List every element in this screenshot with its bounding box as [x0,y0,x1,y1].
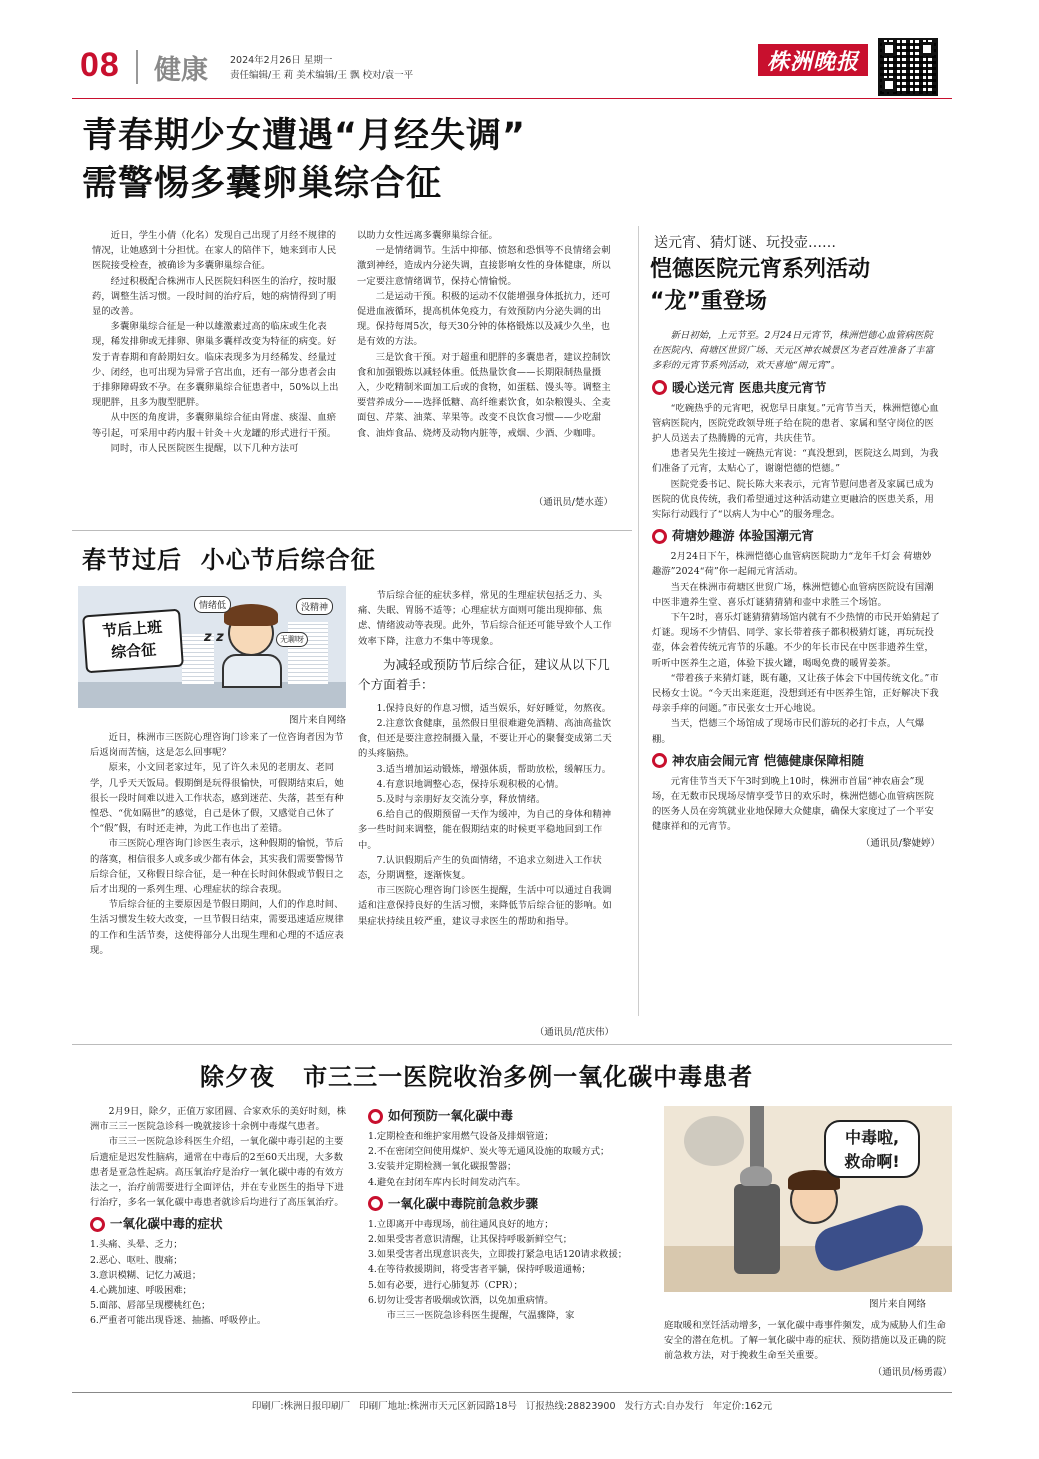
paragraph: 下午2时，喜乐灯谜猜猜猜场馆内就有不少热情的市民开始猜起了灯谜。现场不少情侣、同学、家长带着孩子都积极猜灯谜，再玩玩投壶，体会着传统元宵节的乐趣。不少的年长市民在中医非遗养生堂，听听中医养生之道，体验下拔火罐，喝喝免费的暖胃姜茶。 [652,612,940,669]
qr-finder-tl [882,42,896,56]
date-line: 2024年2月26日 星期一 [230,55,333,66]
article1-title [82,112,642,208]
qr-finder-tr [920,42,934,56]
list-item: 6.严重者可能出现昏迷、抽搐、呼吸停止。 [90,1315,267,1327]
illustration-sign-line1: 节后上班 [101,617,163,641]
paragraph: 元宵佳节当天下午3时到晚上10时，株洲市首届“神农庙会”现场，在无数市民现场尽情享受节日的欢乐时，株洲恺德心血管病医院的医务人员在旁筑就业业地保障大众健康，确保大家度过了一个平安健康祥和的元宵节。 [652,775,934,833]
article4-rule [72,1044,952,1045]
footer-text: 印刷厂:株洲日报印刷厂 印刷厂地址:株洲市天元区新园路18号 订报热线:28823900 发行方式:自办发行 年定价:162元 [251,1401,773,1412]
prevention-heading [368,1106,650,1126]
article1-credit: （通讯员/楚水莲） [533,497,613,508]
article3-title-line1: 恺德医院元宵系列活动 [650,257,871,282]
editors-line: 责任编辑/王 莉 美术编辑/王 飘 校对/袁一平 [230,70,414,81]
paragraph: 三是饮食干预。对于超重和肥胖的多囊患者，建议控制饮食和加强锻炼以减轻体重。低热量饮食——长期限制热量摄入，少吃精制米面加工后或的食物，如蛋糕、馒头等。调整主要营养成分——选择低糖、高纤维素饮食，如杂粮馒头、全麦面包、芹菜、油菜、苹果等。改变不良饮食习惯——少吃甜食、油炸食品、烧烤及动物内脏等，戒烟、少酒、少咖啡。 [357,351,611,439]
article2-credit: （通讯员/范庆伟） [534,1027,614,1038]
header-rule [72,98,952,99]
article4-credit: （通讯员/杨勇霞） [872,1366,952,1378]
illustration-kettle [740,1166,772,1186]
article2-column2 [358,588,614,929]
article3-section3-heading [652,751,940,771]
article2-lead: 为减轻或预防节后综合征，建议从以下几个方面着手： [358,656,610,692]
ring-bullet-icon [368,1196,383,1211]
paragraph: 2月24日下午，株洲恺德心血管病医院助力“龙年千灯会 荷塘妙趣游”2024“荷”你一起闹元宵活动。 [652,551,932,578]
list-item: 1.定期检查和维护家用燃气设备及排烟管道； [368,1131,554,1142]
paragraph: 4.有意识地调整心态，保持乐观积极的心情。 [376,778,565,790]
list-item: 4.避免在封闭车库内长时间发动汽车。 [368,1176,526,1188]
list-item: 1.立即离开中毒现场，前往通风良好的地方； [368,1218,554,1230]
article2-image-caption: 图片来自网络 [288,715,346,726]
article2-illustration [78,586,346,708]
paragraph: 同时，市人民医院医生提醒，以下几种方法可 [110,442,299,454]
speech-bubble [824,1120,920,1178]
paragraph: 2月9日，除夕，正值万家团圆、合家欢乐的美好时刻，株洲市三三一医院急诊科一晚就接诊十余例中毒煤气患者。 [90,1106,347,1133]
paragraph: 2.注意饮食健康，虽然假日里很难避免酒精、高油高盐饮食，但还是要注意控制摄入量，不要让开心的聚餐变成第二天的头疼脑热。 [358,718,612,760]
paragraph: 市三医院心理咨询门诊医生表示，这种假期的愉悦，节后的落寞，相信很多人或多或少都有体会，其实我们需要警惕节后综合征，又称假日综合征，是一种在长时间休假或节假日之后才出现的一系列生理、心理症状的综合表现。 [90,838,344,896]
list-item: 3.安装并定期检测一氧化碳报警器； [368,1161,517,1173]
article3-title-line2: “龙”重登场 [650,289,767,314]
list-item: 4.在等待救援期间，将受害者平躺，保持呼吸道通畅； [368,1264,591,1276]
ring-bullet-icon [652,529,667,544]
paragraph: “带着孩子来猜灯谜，既有趣，又让孩子体会下中国传统文化。”市民杨女士说。“今天出来逛逛，没想到还有中医养生馆，正好解决下我母亲手痒的问题。”市民张女士开心地说。 [652,672,939,715]
sleep-zz: z z [204,630,224,645]
list-item: 3.如果受害者出现意识丧失，立即拨打紧急电话120请求救援； [368,1249,628,1261]
list-item: 1.头痛、头晕、乏力； [90,1239,183,1251]
paragraph: 市三三一医院急诊科医生提醒，气温骤降，家 [386,1310,575,1322]
page-header [72,38,952,94]
paragraph: 一是情绪调节。生活中抑郁、愤怒和恐惧等不良情绪会刺激到神经，造成内分泌失调，直接影响女性的身体健康，所以一定要注意情绪调节，保持心情愉悦。 [357,245,611,287]
symptoms-heading [90,1214,352,1234]
paragraph: 多囊卵巢综合征是一种以雄激素过高的临床或生化表现，稀发排卵或无排卵、卵巢多囊样改变为特征的病变。好发于青春期和育龄期妇女。临床表现多为月经稀发、经量过少、闭经，也可出现为异常子宫出血，还有一部分患者会由于排卵障碍致不孕。在多囊卵巢综合征患者中，50%以上出现肥胖，且多为腹型肥胖。 [92,321,339,409]
illustration-smoke [684,1116,744,1166]
article1-column2 [357,228,613,441]
paragraph: 市三三一医院急诊科医生介绍，一氧化碳中毒引起的主要后遗症是迟发性脑病，通常在中毒后的2至60天出现，大多数患者是亚急性起病。高压氧治疗是治疗一氧化碳中毒的有效方法之一，治疗前需要进行全面评估，并在专业医生的指导下进行治疗，多名一氧化碳中毒患者就诊后均进行了高压氧治疗。 [90,1136,344,1209]
article4-title: 除夕夜 市三三一医院收治多例一氧化碳中毒患者 [200,1063,754,1091]
paragraph: 6.给自己的假期预留一天作为缓冲，为自己的身体和精神多一些时间来调整，能在假期结束的时候更平稳地回到工作中。 [358,809,612,851]
masthead-logo [758,44,868,76]
paragraph: 原来，小文回老家过年，见了许久未见的老朋友、老同学，几乎天天饭局。假期倒是玩得很愉快，可假期结束后，她很长一段时间难以进入工作状态，感到迷茫、失落，甚至有种惶恐、“优如隔世”的感觉，自己是休了假，又感觉自己休了个“假”假，有时还走神，为此工作也出了差错。 [90,762,344,835]
paragraph: 经过积极配合株洲市人民医院妇科医生的治疗，按时服药，调整生活习惯。一段时间的治疗后，她的病情得到了明显的改善。 [92,275,337,318]
article2-title: 春节过后 小心节后综合征 [82,546,376,574]
page-number: 08 [80,46,120,84]
section-heading-text: 一氧化碳中毒的症状 [110,1216,223,1232]
paragraph: 1.保持良好的作息习惯，适当娱乐，好好睡觉，勿熬夜。 [376,702,612,714]
article4-column1 [90,1104,352,1329]
paragraph: 二是运动干预。积极的运动不仅能增强身体抵抗力，还可促进血液循环，提高机体免疫力，有效预防内分泌失调的出现。保持每周5次，每天30分钟的体格锻炼以及减少久坐，也是有效的方法。 [357,290,611,348]
section-heading-text: 神农庙会闹元宵 恺德健康保障相随 [672,752,864,768]
list-item: 3.意识模糊、记忆力减退； [90,1269,202,1281]
ring-bullet-icon [652,380,667,395]
illustration-sign-line2: 综合征 [110,640,157,662]
paragraph: 当天，恺德三个场馆成了现场市民们游玩的必打卡点，人气爆棚。 [652,718,925,745]
illustration-stove [734,1184,780,1274]
paragraph: 庭取暖和烹饪活动增多，一氧化碳中毒事件频发，成为威胁人们生命安全的潜在危机。了解一氧化碳中毒的症状、预防措施以及正确的院前急救方法，对于挽救生命至关重要。 [664,1320,946,1362]
section-heading-text: 荷塘妙趣游 体验国潮元宵 [672,528,814,544]
article4-illustration [664,1106,952,1292]
paragraph: “吃碗热乎的元宵吧，祝您早日康复。”元宵节当天，株洲恺德心血管病医院内，医院党政领导班子给在院的患者、家属和坚守岗位的医护人员送去了热腾腾的元宵，共庆佳节。 [652,402,939,445]
list-item: 6.切勿让受害者吸烟或饮酒，以免加重病情。 [368,1294,554,1306]
speech-bubble-line1: 中毒啦, [844,1128,900,1147]
paragraph: 3.适当增加运动锻炼，增强体质，帮助放松，缓解压力。 [376,763,612,775]
article3-section2-heading [652,526,940,546]
illustration-person-hair [224,604,278,626]
article1-title-line1: 青春期少女遭遇“月经失调” [82,116,527,156]
masthead-text: 株洲晚报 [766,48,859,75]
paragraph: 5.及时与亲朋好友交流分享，释放情绪。 [376,794,546,806]
article2-column1 [90,730,344,958]
section-name: 健康 [154,55,208,86]
paragraph: 近日，株洲市三医院心理咨询门诊来了一位咨询者因为节后返岗而苦恼，这是怎么回事呢？ [90,732,344,759]
paragraph: 从中医的角度讲，多囊卵巢综合征由肾虚、痰湿、血瘀等引起，可采用中药内服＋针灸＋火龙罐的形式进行干预。 [92,412,337,439]
ring-bullet-icon [652,753,667,768]
speech-bubble-line2: 救命啊! [844,1152,900,1171]
paragraph: 患者吴先生接过一碗热元宵说：“真没想到，医院这么周到，为我们准备了元宵，太贴心了，谢谢恺德的恺德。” [652,448,939,475]
article3-body [652,328,940,849]
section-heading-text: 暖心送元宵 医患共度元宵节 [672,379,827,395]
article3-credit: （通讯员/黎婕婷） [860,837,940,849]
illustration-desk [78,682,346,708]
header-divider [136,50,138,84]
list-item: 2.不在密闭空间使用煤炉、炭火等无通风设施的取暖方式； [368,1146,610,1158]
illustration-person-body [222,654,282,688]
article3-divider [638,226,639,1016]
paragraph: 节后综合征的主要原因是节假日期间，人们的作息时间、生活习惯发生较大改变，一旦节假日结束，需要迅速适应规律的工作和生活节奏，这使得部分人出现生理和心理的不适应表现。 [90,899,344,956]
illustration-floor [664,1246,952,1292]
article1-column1 [92,228,342,456]
qr-code [878,38,938,96]
bubble-no-energy: 没精神 [296,598,333,615]
article3-section1-heading [652,378,940,398]
paragraph: 节后综合征的症状多样，常见的生理症状包括乏力、头痛、失眠、胃肠不适等；心理症状方面则可能出现抑郁、焦虑、情绪波动等表现。此外，节后综合征还可能导致个人工作效率下降，注意力不集中等现象。 [358,590,612,647]
article4-column3 [664,1318,952,1378]
section-heading-text: 一氧化碳中毒院前急救步骤 [388,1195,539,1211]
list-item: 2.如果受害者意识清醒，让其保持呼吸新鲜空气； [368,1234,573,1246]
article3-title [650,254,950,318]
paragraph: 医院党委书记、院长陈大来表示，元宵节慰问患者及家属已成为医院的优良传统，我们希望通过这种活动建立更融洽的医患关系，用实际行动践行了“以病人为中心”的服务理念。 [652,478,934,521]
bubble-bored: 无聊呀 [276,632,308,647]
paragraph: 7.认识假期后产生的负面情绪，不追求立刻进入工作状态，分期调整，逐渐恢复。 [358,854,602,882]
list-item: 5.面部、唇部呈现樱桃红色； [90,1300,211,1312]
article4-column2 [368,1102,650,1323]
first-aid-heading [368,1194,650,1214]
paragraph: 近日，学生小倩（化名）发现自己出现了月经不规律的情况，让她感到十分担忧。在家人的陪伴下，她来到市人民医院接受检查，被确诊为多囊卵巢综合征。 [92,230,337,272]
paragraph: 市三医院心理咨询门诊医生提醒，生活中可以通过自我调适和注意保持良好的生活习惯，来降低节后综合征的影响。如果症状持续且较严重，建议寻求医生的帮助和指导。 [358,885,612,927]
article1-title-line2: 需警惕多囊卵巢综合征 [82,164,443,204]
paragraph: 当天在株洲市荷塘区世贸广场，株洲恺德心血管病医院设有国潮中医非遗养生堂、喜乐灯谜猜猜猜和壶中求胜三个场馆。 [652,581,934,608]
article2-rule [72,530,632,531]
section-heading-text: 如何预防一氧化碳中毒 [388,1108,514,1123]
article3-lead: 新日初始，上元节至。2月24日元宵节，株洲恺德心血管病医院在医院内、荷塘区世贸广场、天元区神农城景区为老百姓准备了丰富多彩的元宵节系列活动，欢天喜地“闹元宵”。 [652,330,934,372]
list-item: 2.恶心、呕吐、腹痛； [90,1254,183,1266]
article4-image-caption: 图片来自网络 [868,1299,926,1310]
illustration-sign [82,609,184,674]
ring-bullet-icon [90,1217,105,1232]
article3-kicker: 送元宵、猜灯谜、玩投壶…… [654,235,836,251]
list-item: 5.如有必要，进行心肺复苏（CPR）； [368,1279,523,1291]
qr-finder-bl [882,78,896,92]
ring-bullet-icon [368,1109,383,1124]
footer-rule [72,1392,952,1393]
list-item: 4.心跳加速、呼吸困难； [90,1285,192,1297]
bubble-mood-low: 情绪低 [194,596,231,613]
paragraph: 以助力女性远离多囊卵巢综合征。 [357,230,498,241]
